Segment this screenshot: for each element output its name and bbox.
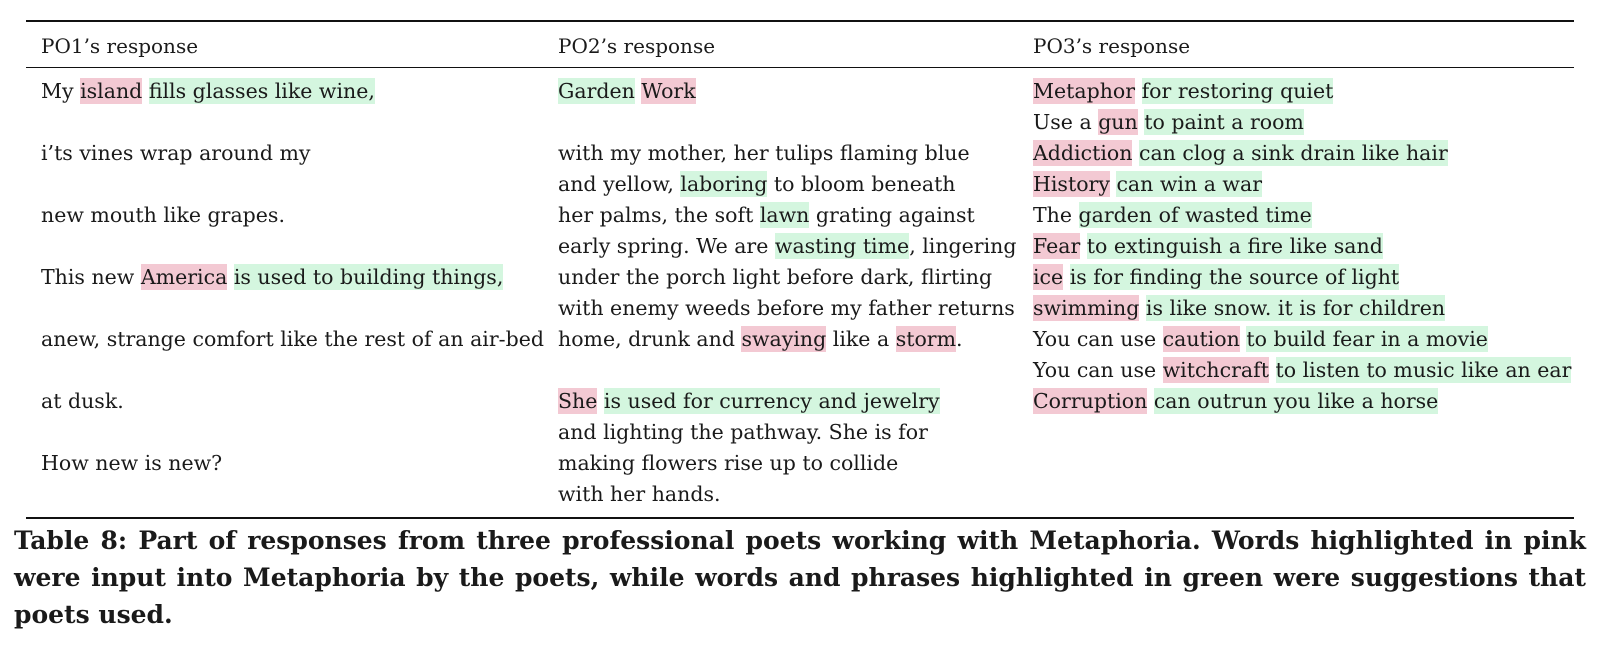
poem-line (558, 386, 1016, 417)
poem-line (41, 324, 544, 355)
po3-response-cell (1033, 76, 1571, 417)
poem-line (558, 138, 1016, 169)
suggestion-phrase: to listen to music like an ear (1275, 358, 1572, 382)
poet-input-word: witchcraft (1162, 358, 1269, 382)
poem-line (1033, 138, 1571, 169)
poem-text (1132, 140, 1139, 166)
poem-line (1033, 200, 1571, 231)
poem-text: under the porch light before dark, flirting (558, 265, 993, 289)
poem-text: to bloom beneath (767, 172, 956, 196)
poem-line (41, 386, 544, 417)
suggestion-phrase: can win a war (1116, 172, 1263, 196)
poem-text: This new (41, 265, 141, 289)
poem-text: anew, strange comfort like the rest of an air-bed (41, 327, 544, 351)
column-header-po2: PO2’s response (558, 34, 716, 58)
poem-text: My (41, 79, 81, 103)
poet-input-word: swimming (1033, 296, 1140, 320)
poem-blank-line (41, 293, 544, 324)
poem-text: You can use (1033, 358, 1163, 382)
poet-input-word: History (1033, 172, 1110, 196)
suggestion-phrase: to extinguish a fire like sand (1086, 234, 1383, 258)
poem-blank-line (558, 355, 1016, 386)
poem-line (41, 200, 544, 231)
suggestion-phrase: wasting time (774, 234, 910, 258)
poem-line (41, 262, 544, 293)
poem-line (1033, 386, 1571, 417)
suggestion-phrase: laboring (680, 172, 768, 196)
poem-line (558, 479, 1016, 510)
poem-text: home, drunk and (558, 327, 742, 351)
poem-line (1033, 107, 1571, 138)
po2-response-cell (558, 76, 1016, 510)
poem-text: and lighting the pathway. She is for (558, 420, 928, 444)
poet-input-word: island (80, 79, 143, 103)
table-header-rule (26, 67, 1574, 68)
poem-text (597, 388, 604, 414)
poem-text: , lingering (909, 234, 1017, 258)
poem-text: grating against (809, 203, 975, 227)
table-bottom-rule (26, 517, 1574, 519)
poem-text: with her hands. (558, 482, 721, 506)
poem-blank-line (41, 107, 544, 138)
poem-text: Use a (1033, 110, 1099, 134)
poem-line (1033, 169, 1571, 200)
suggestion-phrase: can clog a sink drain like hair (1138, 141, 1448, 165)
poem-blank-line (41, 355, 544, 386)
suggestion-phrase: can outrun you like a horse (1153, 389, 1439, 413)
poet-input-word: She (558, 389, 598, 413)
suggestion-phrase: to paint a room (1144, 110, 1304, 134)
poem-text: like a (826, 327, 896, 351)
poet-input-word: Fear (1033, 234, 1081, 258)
suggestion-phrase: is used to building things, (233, 265, 504, 289)
poem-line (558, 448, 1016, 479)
poem-blank-line (41, 231, 544, 262)
poem-text: You can use (1033, 327, 1163, 351)
poet-input-word: caution (1162, 327, 1240, 351)
suggestion-phrase: is like snow. it is for children (1145, 296, 1446, 320)
poem-text (1135, 78, 1142, 104)
po1-response-cell (41, 76, 544, 479)
poem-line (558, 76, 1016, 107)
poem-line (1033, 76, 1571, 107)
suggestion-phrase: Garden (558, 79, 635, 103)
poem-text (1063, 264, 1070, 290)
poem-line (1033, 324, 1571, 355)
poem-text (142, 78, 149, 104)
poem-line (558, 417, 1016, 448)
poem-text: new mouth like grapes. (41, 203, 285, 227)
poem-text: The (1033, 203, 1079, 227)
poem-line (1033, 262, 1571, 293)
poem-text: her palms, the soft (558, 203, 760, 227)
poet-input-word: Metaphor (1033, 79, 1136, 103)
suggestion-phrase: garden of wasted time (1078, 203, 1312, 227)
poem-line (41, 76, 544, 107)
poet-input-word: swaying (741, 327, 827, 351)
poem-text (1080, 233, 1087, 259)
poem-text (1269, 357, 1276, 383)
poem-line (1033, 293, 1571, 324)
poem-text: How new is new? (41, 451, 223, 475)
poem-line (1033, 355, 1571, 386)
poem-text: early spring. We are (558, 234, 775, 258)
poem-line (41, 448, 544, 479)
poet-input-word: storm (895, 327, 957, 351)
poem-line (558, 200, 1016, 231)
table-caption: Table 8: Part of responses from three professional poets working with Metaphoria. Words highlighted in pink were input into Metaphoria by the poets, while words and phrases highlighted in green were suggestions that poets used. (14, 526, 1586, 629)
poem-text: i’ts vines wrap around my (41, 141, 311, 165)
poem-text: at dusk. (41, 389, 124, 413)
suggestion-phrase: for restoring quiet (1141, 79, 1334, 103)
poem-text: with my mother, her tulips flaming blue (558, 141, 970, 165)
poem-text (1147, 388, 1154, 414)
suggestion-phrase: lawn (759, 203, 810, 227)
poem-line (558, 293, 1016, 324)
poem-blank-line (558, 107, 1016, 138)
poem-line (558, 262, 1016, 293)
poet-input-word: gun (1098, 110, 1138, 134)
poet-input-word: America (140, 265, 228, 289)
suggestion-phrase: fills glasses like wine, (148, 79, 375, 103)
column-header-po3: PO3’s response (1033, 34, 1191, 58)
poet-input-word: Addiction (1033, 141, 1133, 165)
poet-input-word: Work (641, 79, 696, 103)
table-top-rule (26, 20, 1574, 22)
poet-input-word: Corruption (1033, 389, 1148, 413)
poem-blank-line (41, 417, 544, 448)
suggestion-phrase: is used for currency and jewelry (603, 389, 940, 413)
poem-line (558, 169, 1016, 200)
poem-text: making flowers rise up to collide (558, 451, 899, 475)
suggestion-phrase: is for finding the source of light (1069, 265, 1400, 289)
poem-text (227, 264, 234, 290)
poem-text: and yellow, (558, 172, 681, 196)
suggestion-phrase: to build fear in a movie (1246, 327, 1488, 351)
poem-line (1033, 231, 1571, 262)
poem-line (558, 231, 1016, 262)
poem-text: . (956, 327, 963, 351)
column-header-po1: PO1’s response (41, 34, 199, 58)
poet-input-word: ice (1033, 265, 1064, 289)
poem-line (41, 138, 544, 169)
poem-line (558, 324, 1016, 355)
poem-text: with enemy weeds before my father returns (558, 296, 1015, 320)
poem-blank-line (41, 169, 544, 200)
poem-text (1139, 295, 1146, 321)
